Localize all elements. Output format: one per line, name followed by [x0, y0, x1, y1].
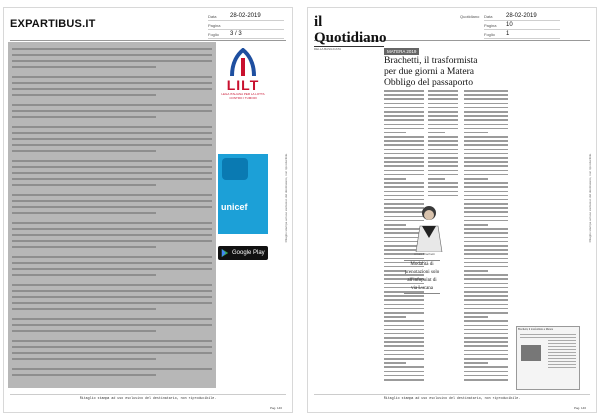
text-line	[428, 94, 458, 96]
text-line	[464, 199, 508, 201]
ad-column	[218, 46, 268, 260]
quotidiano-logo-sub: DELLA BASILICATA	[314, 46, 384, 51]
sheet-value: 1	[506, 31, 510, 37]
text-line	[464, 136, 508, 138]
text-line	[384, 124, 424, 126]
article-body-blurred	[8, 42, 216, 388]
text-line	[428, 136, 458, 138]
left-page-number: Pag. 146	[269, 406, 282, 410]
text-line	[464, 262, 508, 264]
text-line	[464, 341, 508, 343]
text-line	[384, 358, 424, 360]
text-line	[428, 144, 458, 146]
text-line	[384, 136, 424, 138]
text-line	[384, 94, 424, 96]
unicef-photo-icon	[222, 158, 248, 180]
text-line	[428, 174, 458, 176]
text-line	[384, 341, 424, 343]
text-line	[428, 170, 458, 172]
text-line	[464, 224, 488, 226]
text-line	[384, 119, 424, 121]
text-line	[464, 291, 508, 293]
text-line	[384, 325, 424, 327]
text-line	[464, 161, 508, 163]
text-line	[384, 103, 424, 105]
text-line	[384, 186, 424, 188]
text-line	[464, 178, 488, 180]
unicef-label: unicef	[221, 202, 248, 212]
thumbnail-image	[521, 345, 541, 361]
text-line	[428, 178, 445, 180]
text-line	[464, 295, 508, 297]
google-play-button[interactable]	[218, 246, 268, 260]
text-line	[464, 191, 508, 193]
text-line	[384, 144, 424, 146]
text-line	[384, 295, 424, 297]
date-value: 28-02-2019	[230, 13, 261, 19]
text-line	[384, 337, 424, 339]
text-line	[428, 161, 458, 163]
left-vertical-note-text: Ritaglio stampa ad uso esclusivo del destinatario, non riproducibile.	[284, 153, 288, 243]
text-line	[464, 270, 488, 272]
text-line	[464, 94, 508, 96]
sheet-value: 3 / 3	[230, 31, 242, 37]
text-line	[384, 379, 424, 381]
text-line	[384, 350, 424, 352]
text-line	[428, 165, 458, 167]
text-line	[464, 274, 508, 276]
text-line	[384, 308, 424, 310]
text-line	[384, 170, 424, 172]
text-line	[384, 140, 424, 142]
text-line	[428, 149, 458, 151]
lilt-ad[interactable]	[218, 48, 268, 110]
text-line	[464, 345, 508, 347]
text-line	[428, 128, 458, 130]
text-line	[464, 304, 508, 306]
page-value: 10	[506, 22, 513, 28]
text-line	[428, 182, 458, 184]
text-line	[464, 287, 508, 289]
thumbnail-headline: Brachetti, il trasformista a Matera	[518, 328, 554, 331]
text-line	[464, 115, 508, 117]
text-line	[464, 165, 508, 167]
text-line	[384, 115, 424, 117]
date-label: Data	[208, 13, 217, 19]
right-page	[308, 8, 596, 412]
lilt-subtitle: LEGA ITALIANA PER LA LOTTA CONTRO I TUMORI	[221, 92, 265, 100]
text-line	[384, 304, 424, 306]
expartibus-logo: EXPARTIBUS.IT	[10, 18, 96, 30]
text-line	[464, 245, 508, 247]
text-line	[464, 107, 508, 109]
text-line	[384, 366, 424, 368]
text-line	[464, 186, 508, 188]
text-line	[384, 354, 424, 356]
text-line	[384, 111, 424, 113]
text-line	[464, 371, 508, 373]
text-line	[428, 90, 458, 92]
text-line	[428, 191, 458, 193]
text-line	[428, 132, 445, 134]
text-line	[464, 362, 488, 364]
text-line	[464, 329, 508, 331]
quotidiano-logo-text: il Quotidiano	[314, 14, 387, 46]
text-line	[464, 157, 508, 159]
text-line	[428, 195, 458, 197]
text-line	[464, 253, 508, 255]
text-line	[384, 199, 424, 201]
text-line	[464, 379, 508, 381]
left-meta-table	[208, 12, 284, 39]
text-line	[384, 224, 406, 226]
text-line	[464, 90, 508, 92]
text-line	[428, 140, 458, 142]
date-label: Data	[484, 13, 493, 19]
right-meta-table	[484, 12, 560, 39]
pull-quote: Modalità di prenotazioni solo all'infopoint di via Lucana	[404, 260, 440, 294]
text-line	[384, 132, 406, 134]
page-label: Pagina	[484, 22, 497, 28]
text-line	[464, 320, 508, 322]
text-line	[428, 124, 458, 126]
text-line	[464, 203, 508, 205]
right-vertical-note	[586, 48, 594, 348]
text-line	[384, 107, 424, 109]
text-line	[384, 161, 424, 163]
text-line	[464, 228, 508, 230]
text-line	[464, 140, 508, 142]
text-line	[464, 237, 508, 239]
text-line	[464, 375, 508, 377]
text-line	[428, 111, 458, 113]
text-line	[428, 115, 458, 117]
text-line	[384, 157, 424, 159]
text-line	[384, 333, 424, 335]
sheet-label: Foglio	[484, 31, 495, 37]
right-footer: Ritaglio stampa ad uso esclusivo del destinatario, non riproducibile.	[314, 394, 590, 402]
text-line	[464, 207, 508, 209]
text-line	[428, 98, 458, 100]
text-line	[464, 111, 508, 113]
sheet-label: Foglio	[208, 31, 219, 37]
text-line	[464, 312, 508, 314]
page-label: Pagina	[208, 22, 221, 28]
text-line	[464, 174, 508, 176]
text-line	[384, 258, 424, 260]
lilt-label: LILT	[226, 77, 260, 93]
article-headline: Brachetti, il trasformista per due giorni a Matera Obbligo del passaporto	[384, 55, 478, 88]
left-footer: Ritaglio stampa ad uso esclusivo del destinatario, non riproducibile.	[10, 394, 286, 402]
left-vertical-note	[282, 48, 290, 348]
text-line	[464, 316, 488, 318]
left-page-header	[10, 12, 286, 41]
text-line	[464, 216, 508, 218]
text-line	[384, 153, 424, 155]
date-value: 28-02-2019	[506, 13, 537, 19]
play-store-icon	[221, 249, 229, 257]
text-line	[428, 119, 458, 121]
text-line	[464, 128, 508, 130]
text-line	[464, 241, 508, 243]
text-line	[384, 178, 406, 180]
text-line	[384, 312, 424, 314]
text-line	[464, 308, 508, 310]
text-line	[384, 128, 424, 130]
right-page-header	[314, 12, 590, 51]
text-line	[428, 186, 458, 188]
text-line	[464, 182, 508, 184]
text-line	[384, 270, 406, 272]
text-line	[384, 362, 406, 364]
text-line	[464, 211, 508, 213]
page-thumbnail	[516, 326, 580, 390]
text-line	[464, 103, 508, 105]
article-kicker: MATERA 2019	[384, 48, 419, 55]
text-line	[384, 98, 424, 100]
text-line	[428, 157, 458, 159]
text-line	[428, 107, 458, 109]
text-line	[464, 153, 508, 155]
text-line	[464, 258, 508, 260]
publication-label: Quotidiano	[460, 14, 480, 19]
text-line	[384, 90, 424, 92]
portrait-caption: Arturo Brachetti	[414, 252, 435, 256]
text-line	[464, 119, 508, 121]
text-line	[384, 165, 424, 167]
text-line	[464, 333, 508, 335]
text-line	[384, 149, 424, 151]
text-line	[464, 283, 508, 285]
text-line	[464, 170, 508, 172]
text-line	[384, 195, 424, 197]
text-line	[384, 320, 424, 322]
text-line	[384, 345, 424, 347]
right-page-number: Pag. 146	[573, 406, 586, 410]
text-line	[384, 191, 424, 193]
text-line	[464, 249, 508, 251]
lilt-logo-icon	[226, 48, 260, 78]
text-line	[464, 149, 508, 151]
text-line	[464, 350, 508, 352]
right-vertical-note-text: Ritaglio stampa ad uso esclusivo del destinatario, non riproducibile.	[588, 153, 592, 243]
text-line	[464, 278, 508, 280]
text-line	[464, 325, 508, 327]
text-line	[384, 371, 424, 373]
text-line	[428, 103, 458, 105]
text-line	[464, 266, 508, 268]
text-line	[384, 375, 424, 377]
unicef-ad[interactable]	[218, 154, 268, 234]
text-line	[464, 337, 508, 339]
text-line	[464, 366, 508, 368]
google-play-label: Google Play	[232, 250, 265, 256]
text-line	[384, 182, 424, 184]
text-line	[464, 124, 508, 126]
text-line	[464, 299, 508, 301]
text-line	[464, 144, 508, 146]
text-line	[428, 153, 458, 155]
text-line	[464, 354, 508, 356]
text-line	[464, 358, 508, 360]
text-line	[384, 174, 424, 176]
text-line	[464, 98, 508, 100]
brachetti-portrait	[412, 204, 446, 252]
quotidiano-logo	[314, 14, 387, 51]
article-column-2	[428, 90, 458, 199]
text-line	[384, 299, 424, 301]
text-line	[464, 232, 508, 234]
text-line	[464, 195, 508, 197]
left-page	[4, 8, 292, 412]
text-line	[384, 329, 424, 331]
text-line	[384, 316, 406, 318]
article-column-3	[464, 90, 508, 383]
text-line	[464, 220, 508, 222]
text-line	[464, 132, 488, 134]
